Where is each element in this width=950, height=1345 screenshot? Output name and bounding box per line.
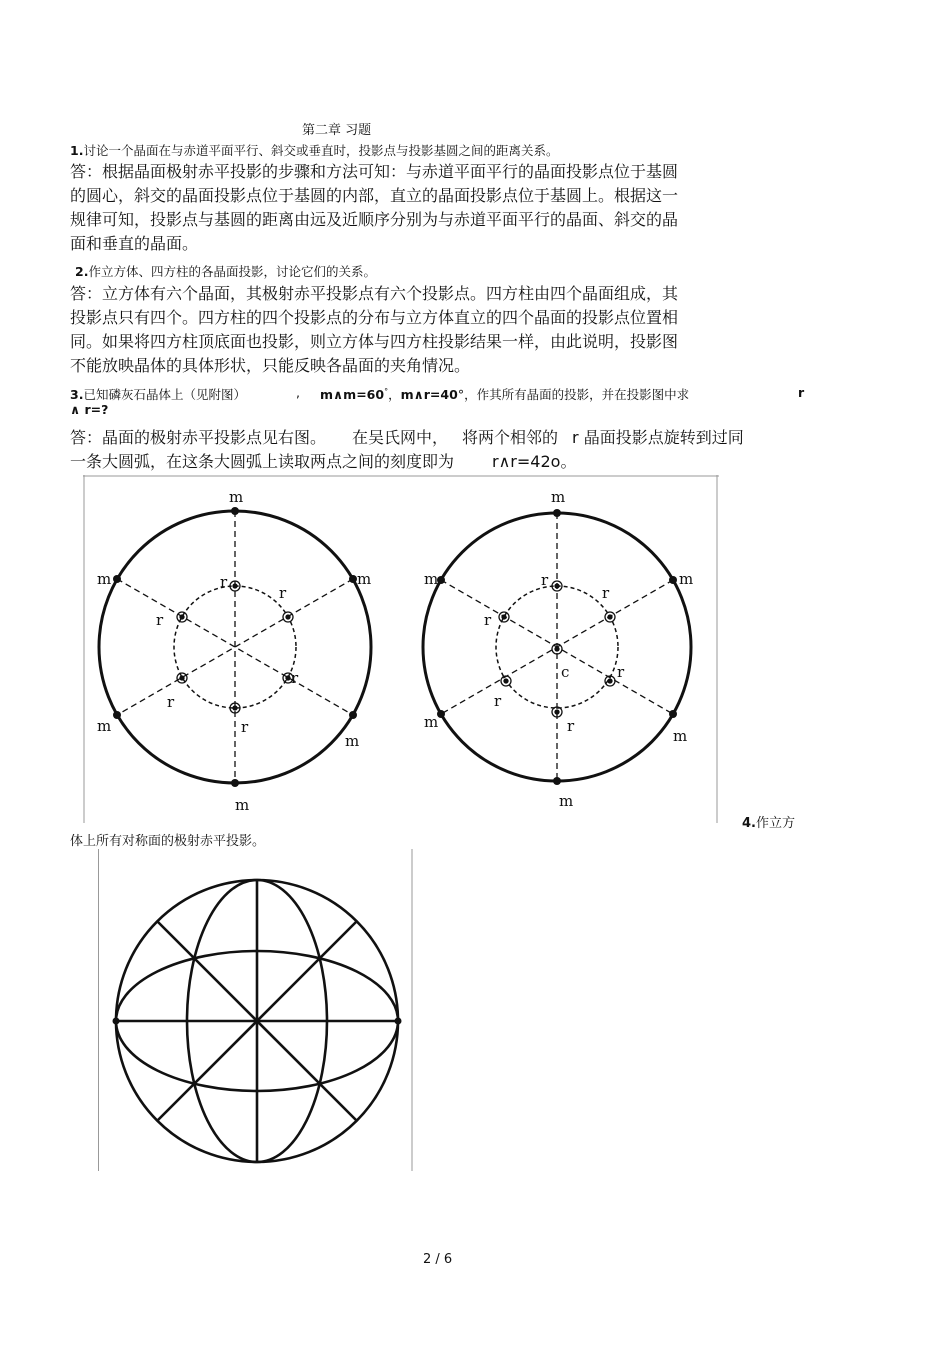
question-2-text: 作立方体、四方柱的各晶面投影，讨论它们的关系。 — [88, 264, 376, 279]
label-m: m — [357, 570, 372, 588]
answer-3-part: 一条大圆弧，在这条大圆弧上读取两点之间的刻度即为 — [70, 452, 455, 471]
label-m: m — [679, 570, 694, 588]
label-m: m — [424, 713, 439, 731]
answer-1-line: 答：根据晶面极射赤平投影的步骤和方法可知：与赤道平面平行的晶面投影点位于基圆 — [70, 162, 679, 181]
chapter-heading: 第二章 习题 — [302, 123, 372, 138]
label-m: m — [97, 570, 112, 588]
label-r: r — [602, 584, 610, 602]
answer-2 — [70, 282, 678, 378]
label-m: m — [551, 488, 566, 506]
question-3-number: 3. — [70, 387, 84, 402]
label-r: r — [567, 717, 575, 735]
answer-1 — [70, 160, 678, 256]
cube-symmetry-planes-figure — [97, 849, 415, 1171]
projection-left — [99, 507, 371, 787]
label-r: r — [541, 571, 549, 589]
angle-m-m-degree: ° — [384, 386, 389, 396]
question-3-line2 — [70, 402, 108, 417]
question-3 — [70, 385, 246, 403]
label-r: r — [241, 718, 249, 736]
question-4-text-b: 体上所有对称面的极射赤平投影。 — [70, 834, 266, 849]
answer-1-line: 面和垂直的晶面。 — [70, 234, 199, 253]
answer-1-line: 的圆心，斜交的晶面投影点位于基圆的内部，直立的晶面投影点位于基圆上。根据这一 — [70, 186, 679, 205]
question-3-sep: ， — [388, 387, 401, 402]
question-3-angles — [320, 385, 689, 403]
label-r: r — [279, 584, 287, 602]
question-1-text: 讨论一个晶面在与赤道平面平行、斜交或垂直时，投影点与投影基圆之间的距离关系。 — [83, 143, 559, 158]
stereographic-projection-figure — [83, 475, 719, 823]
label-m: m — [229, 488, 244, 506]
label-m: m — [559, 792, 574, 810]
answer-3-line-2 — [70, 450, 576, 474]
projection-left-labels — [97, 488, 371, 814]
answer-3-part: r∧r=42o。 — [492, 452, 577, 471]
question-3-comma: , — [296, 385, 300, 400]
label-r: r — [291, 669, 299, 687]
dashed-great-circles — [117, 511, 353, 783]
question-3-line2-text: ∧ r=? — [70, 402, 109, 417]
question-2-number: 2. — [75, 264, 89, 279]
label-r: r — [220, 573, 228, 591]
label-m: m — [235, 796, 250, 814]
projection-right — [423, 509, 694, 785]
answer-2-line: 投影点只有四个。四方柱的四个投影点的分布与立方体直立的四个晶面的投影点位置相 — [70, 308, 679, 327]
question-3-text: 已知磷灰石晶体上（见附图） — [83, 387, 246, 402]
question-4-number: 4. — [742, 816, 756, 831]
question-3-r — [798, 385, 804, 400]
question-3-text-tail: °，作其所有晶面的投影，并在投影图中求 — [457, 387, 690, 402]
angle-m-r: m∧r=40 — [400, 387, 458, 402]
answer-3-part: 答：晶面的极射赤平投影点见右图。 — [70, 428, 327, 447]
question-1 — [70, 141, 558, 159]
answer-3-part: 将两个相邻的 — [462, 428, 559, 447]
label-r: r — [156, 611, 164, 629]
label-r: r — [617, 663, 625, 681]
question-3-r-label: r — [798, 385, 805, 400]
question-4-text-a: 作立方 — [755, 816, 795, 831]
question-1-number: 1. — [70, 143, 84, 158]
answer-3-part: r 晶面投影点旋转到过同 — [572, 428, 744, 447]
question-2 — [75, 262, 376, 280]
label-m: m — [345, 732, 360, 750]
label-m: m — [673, 727, 688, 745]
label-m: m — [97, 717, 112, 735]
answer-1-line: 规律可知，投影点与基圆的距离由远及近顺序分别为与赤道平面平行的晶面、斜交的晶 — [70, 210, 679, 229]
answer-2-line: 答：立方体有六个晶面，其极射赤平投影点有六个投影点。四方柱由四个晶面组成，其 — [70, 284, 679, 303]
angle-m-m: m∧m=60 — [320, 387, 385, 402]
label-m: m — [424, 570, 439, 588]
answer-3-line-1 — [70, 426, 744, 450]
label-r: r — [484, 611, 492, 629]
answer-2-line: 不能放映晶体的具体形状，只能反映各晶面的夹角情况。 — [70, 356, 471, 375]
answer-2-line: 同。如果将四方柱顶底面也投影，则立方体与四方柱投影结果一样，由此说明，投影图 — [70, 332, 679, 351]
label-r: r — [494, 692, 502, 710]
answer-3-part: 在吴氏网中， — [352, 428, 449, 447]
question-4 — [742, 812, 795, 831]
projection-lines — [116, 880, 398, 1162]
page-number: 2 / 6 — [423, 1252, 453, 1267]
label-r: r — [167, 693, 175, 711]
label-c: c — [561, 663, 570, 681]
